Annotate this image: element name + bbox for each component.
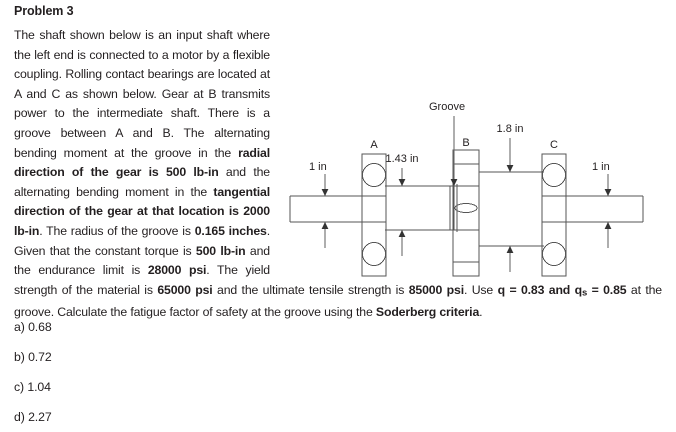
paragraph-run-7: 500 lb-in [195,243,246,258]
paragraph-run-8: and the endurance limit is [14,243,270,278]
shaft-gear-to-c [479,172,544,246]
answer-key-d: d) [14,410,25,424]
label-dim-mid: 1.43 in [385,153,419,165]
paragraph-run-6: . Given that the constant torque is [14,223,270,258]
label-dim-left: 1 in [309,161,327,173]
shaft-middle-segment [385,186,454,230]
paragraph-run-17: = 0.85 [587,282,627,297]
paragraph-run-11: 65000 psi [157,282,213,297]
label-dim-gear: 1.8 in [496,123,524,135]
paragraph-run-3: tangential direction of the gear at that location is 2000 lb-in [14,184,270,238]
paragraph-run-10: . The yield strength of the material is [14,263,270,297]
bearing-a-ball-bottom [363,243,386,266]
shaft-assembly-diagram [282,96,676,286]
bearing-c-ball-top [543,164,566,187]
bearing-a-ball-top [363,164,386,187]
answer-option-d[interactable] [14,402,52,432]
label-gear-b: B [462,137,470,149]
answer-value-a: 0.68 [28,320,52,334]
shaft-left-segment [290,196,366,222]
gear-keyway-ellipse [455,204,477,213]
answer-key-c: c) [14,380,25,394]
bearing-c-block [542,154,566,276]
label-dim-right: 1 in [592,161,610,173]
answer-value-d: 2.27 [28,410,52,424]
paragraph-run-13: 85000 psi [408,282,464,297]
answer-value-c: 1.04 [27,380,51,394]
answer-options [14,312,52,432]
paragraph-run-20: . [479,305,483,320]
paragraph-run-5: 0.165 inches [194,223,267,238]
answer-option-b[interactable] [14,342,52,372]
answer-value-b: 0.72 [28,350,52,364]
paragraph-run-4: . The radius of the groove is [39,223,195,238]
answer-key-b: b) [14,350,25,364]
bearing-a-block [362,154,386,276]
answer-option-a[interactable] [14,312,52,342]
page-title: Problem 3 [14,4,74,18]
paragraph-run-0: The shaft shown below is an input shaft where the left end is connected to a motor by a flexible coupling. Rolling contact bearings are located at A and C as shown below. Gear at B transmits power to the intermediate shaft. There is a groove between A and B. The alternating bending moment at the groove in the [14,28,270,160]
paragraph-run-9: 28000 psi [147,263,207,278]
dimension-arrowheads [322,165,612,253]
label-groove: Groove [429,101,466,113]
label-bearing-a: A [370,139,378,151]
answer-option-c[interactable] [14,372,52,402]
paragraph-run-15: q = 0.83 and q [497,282,582,297]
paragraph-run-19: Soderberg criteria [375,305,480,320]
paragraph-run-16: s [582,287,588,299]
answer-key-a: a) [14,320,25,334]
paragraph-run-18: at the groove. Calculate the fatigue factor of safety at the groove using the [14,282,662,320]
paragraph-run-14: . Use [463,282,498,297]
paragraph-run-12: and the ultimate tensile strength is [212,282,409,297]
shaft-right-segment [565,196,643,222]
bearing-c-ball-bottom [543,243,566,266]
paragraph-run-2: and the alternating bending moment in the [14,165,270,199]
paragraph-run-1: radial direction of the gear is 500 lb-in [14,145,270,180]
label-bearing-c: C [550,139,558,151]
